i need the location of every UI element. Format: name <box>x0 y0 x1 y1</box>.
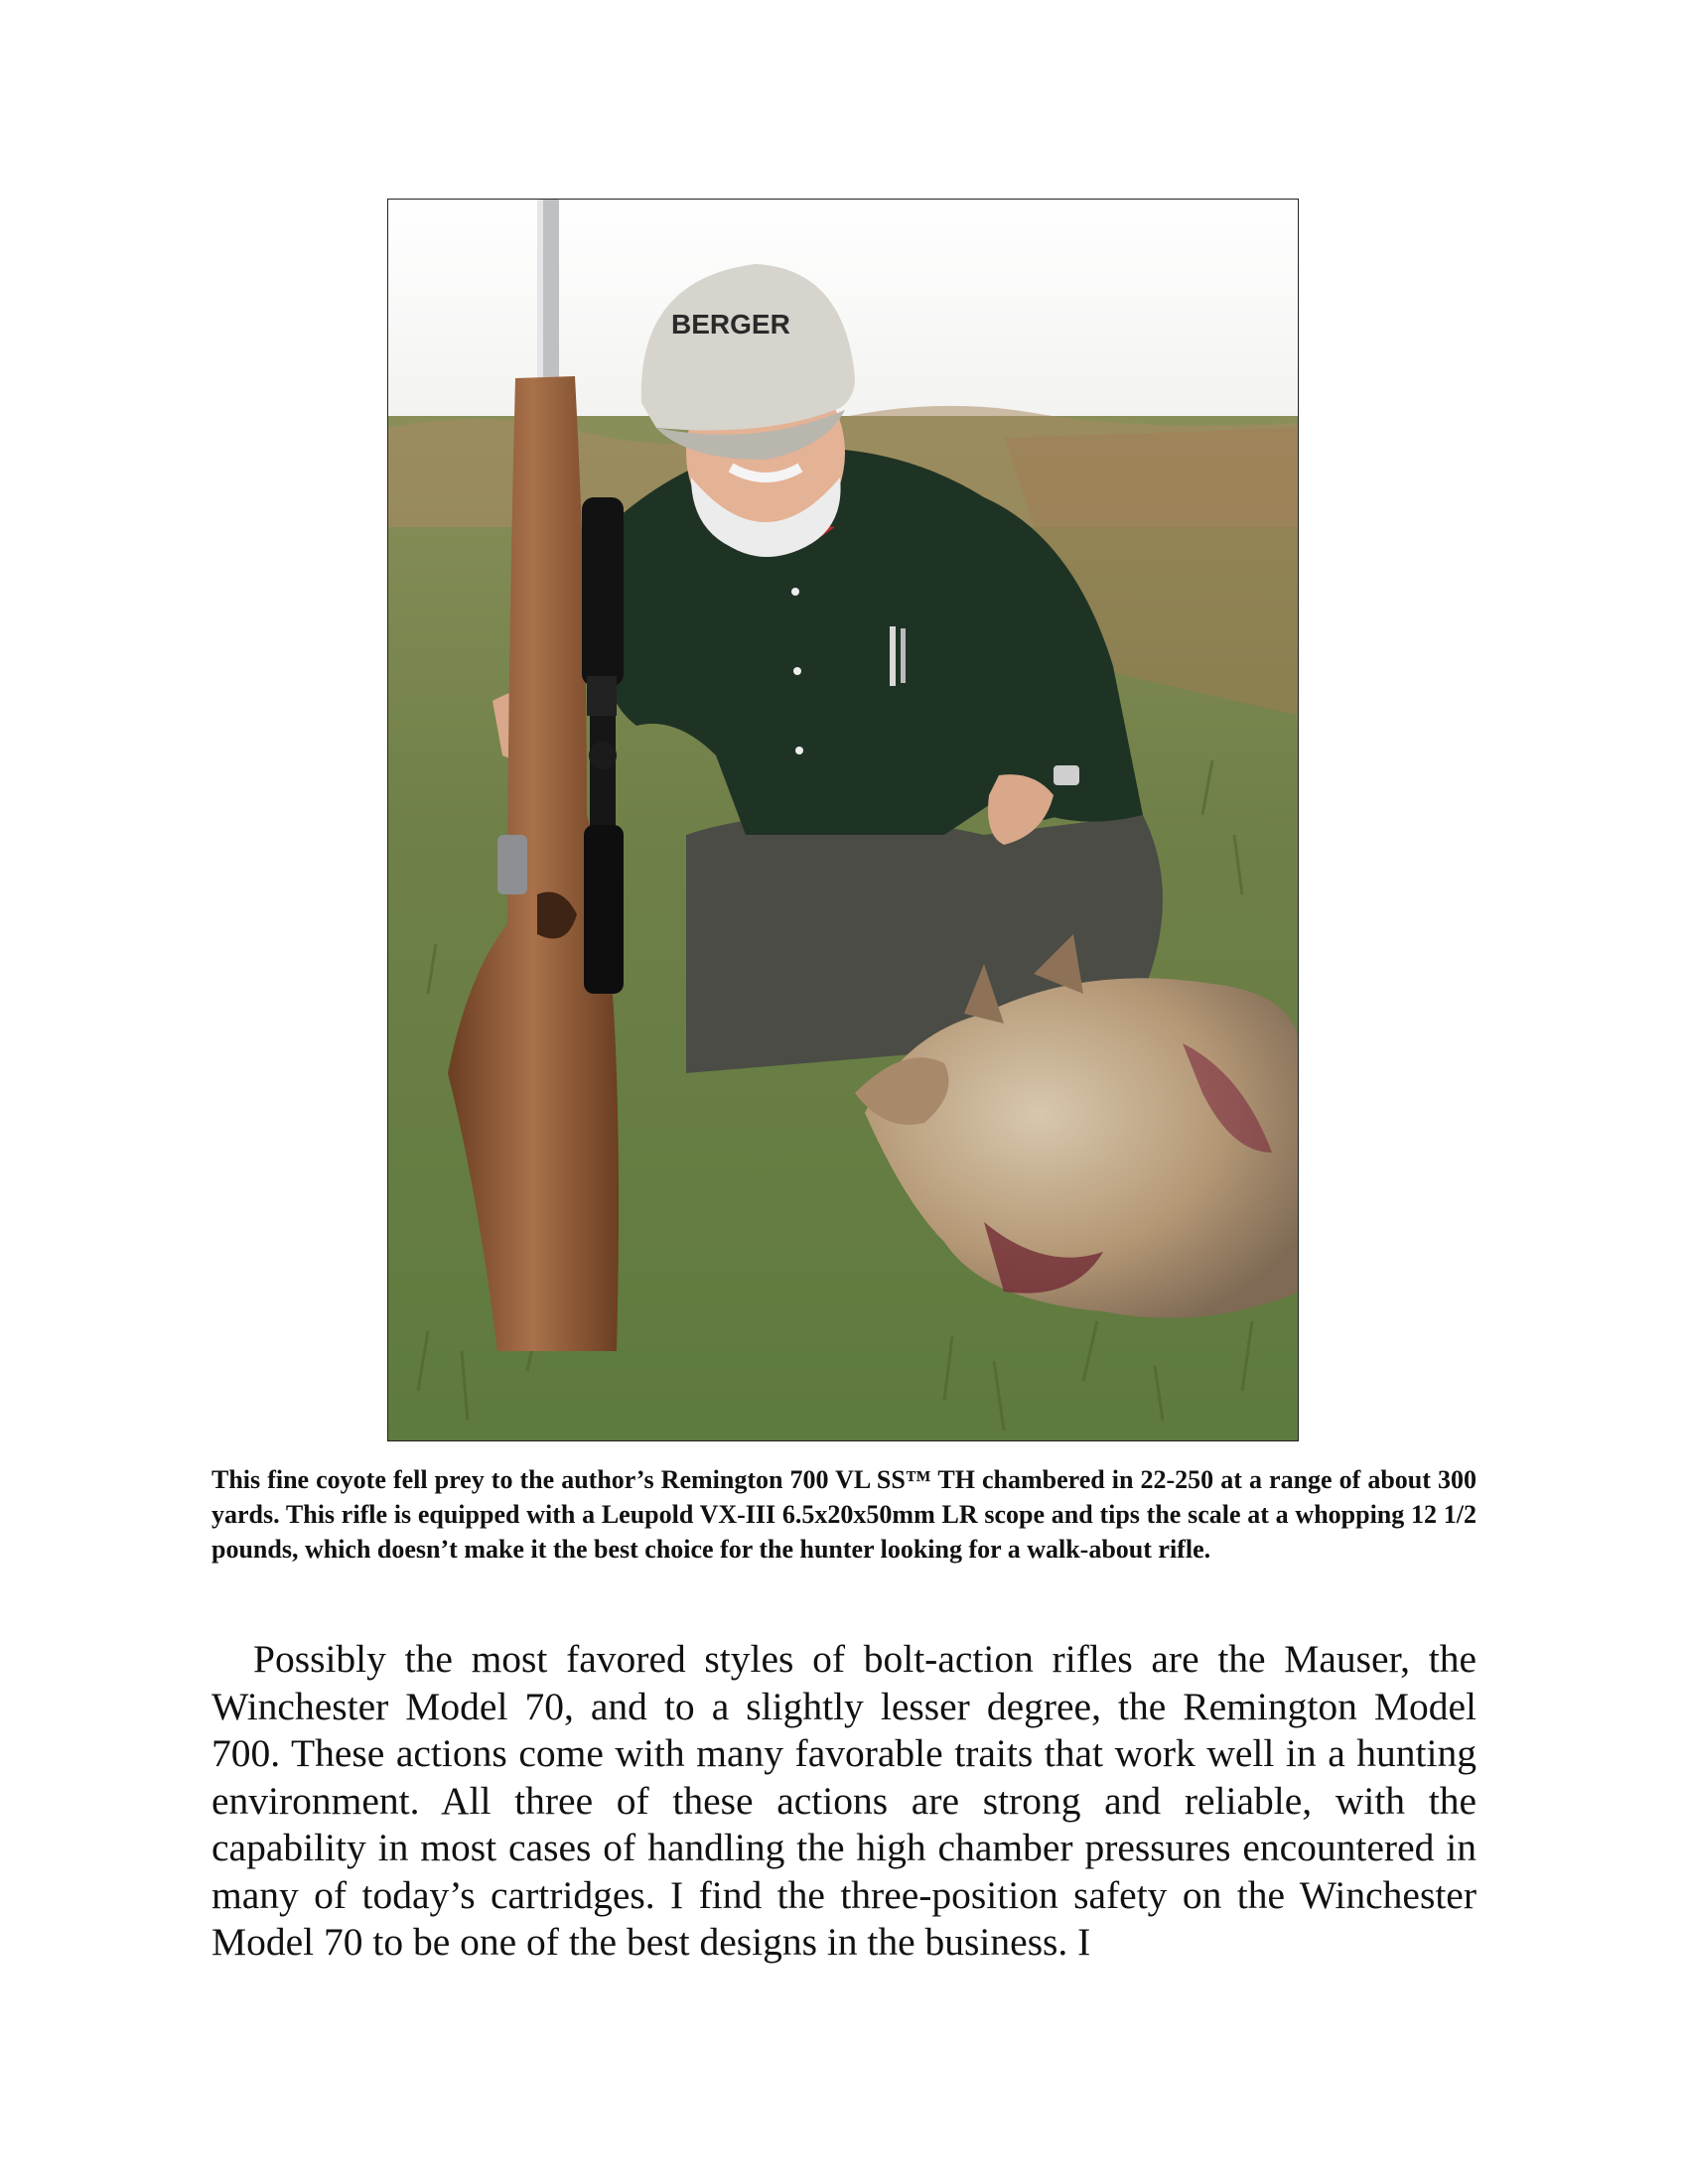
figure-caption: This fine coyote fell prey to the author’s Remington 700 VL SS™ TH chambered in 22-250 at a range of about 300 yards. This rifle is equipped with a Leupold VX-III 6.5x20x50mm LR scope and tips the scale at a whopping 12 1/2 pounds, which doesn’t make it the best choice for the hunter looking for a walk-about rifle. <box>211 1465 1477 1564</box>
body-paragraph: Possibly the most favored styles of bolt-action rifles are the Mauser, the Winchester Model 70, and to a slightly lesser degree, the Remington Model 700. These actions come with many favorable traits that work well in a hunting environment. All three of these actions are strong and reliable, with the capability in most cases of handling the high chamber pressures encountered in many of today’s cartridges. I find the three-position safety on the Winchester Model 70 to be one of the best designs in the business. I <box>211 1637 1477 1964</box>
cap-logo: BERGER <box>671 309 790 340</box>
hunter-coyote-photo <box>387 199 1299 1441</box>
photo-illustration <box>388 200 1299 1441</box>
